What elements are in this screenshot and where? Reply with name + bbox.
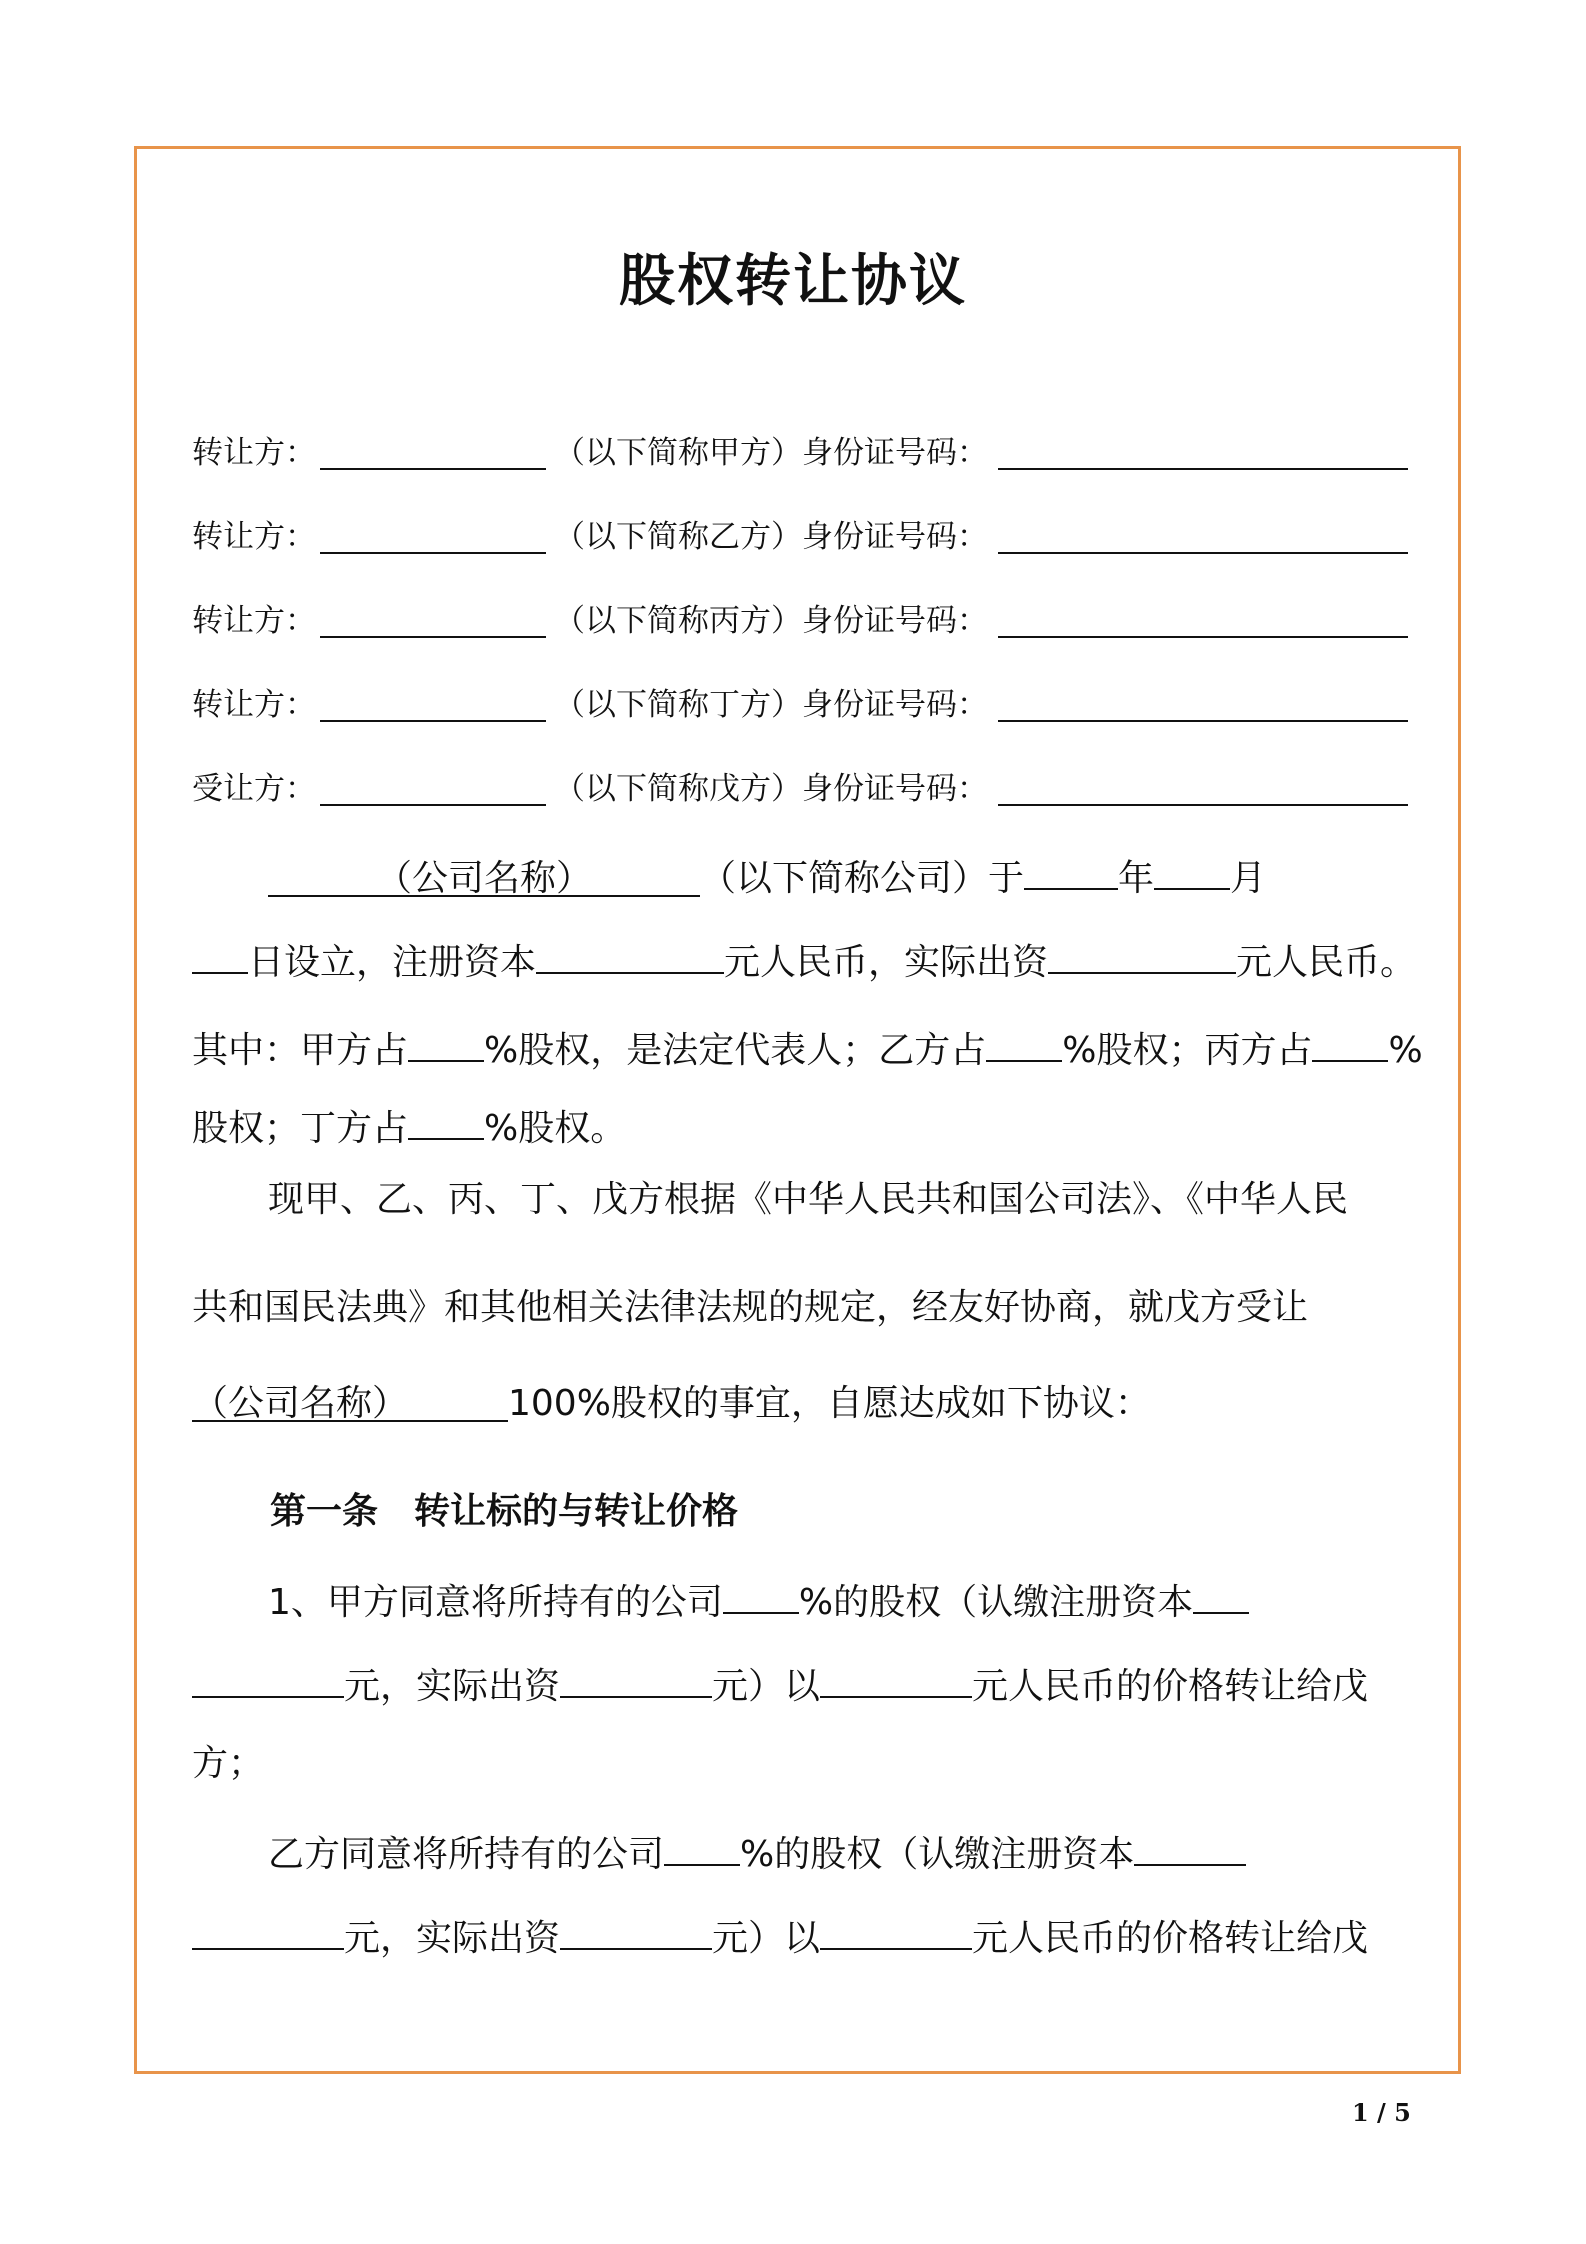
day-blank[interactable] <box>192 928 248 974</box>
party-role: （以下简称乙方） <box>554 519 802 555</box>
subscribed-capital-blank[interactable] <box>192 1652 344 1698</box>
name-blank[interactable] <box>320 552 546 554</box>
intro-line-4 <box>192 1094 626 1157</box>
article-text: 1、甲方同意将所持有的公司 <box>268 1582 723 1623</box>
share-c-blank[interactable] <box>1312 1016 1388 1062</box>
party-role: （以下简称丙方） <box>554 603 802 639</box>
intro-text: （以下简称公司）于 <box>700 858 1025 899</box>
article-text: %的股权（认缴注册资本 <box>798 1582 1194 1623</box>
id-number-label: 身份证号码： <box>802 435 988 471</box>
id-number-label: 身份证号码： <box>802 687 988 723</box>
article1-p1-line-3: 方； <box>192 1743 265 1784</box>
party-role: （以下简称甲方） <box>554 435 802 471</box>
name-blank[interactable] <box>320 804 546 806</box>
intro-line-3 <box>192 1016 1423 1079</box>
party-label: 转让方： <box>192 519 316 555</box>
article-text: %的股权（认缴注册资本 <box>740 1834 1135 1875</box>
paid-capital-blank[interactable] <box>560 1904 712 1950</box>
intro-text: 元人民币。 <box>1236 942 1417 983</box>
basis-line-2: 共和国民法典》和其他相关法律法规的规定，经友好协商，就戊方受让 <box>192 1287 1309 1328</box>
subscribed-capital-blank[interactable] <box>1193 1568 1249 1614</box>
share-percent-blank[interactable] <box>664 1820 740 1866</box>
article-heading: 第一条 转让标的与转让价格 <box>270 1491 739 1532</box>
party-row <box>192 428 1410 478</box>
subscribed-capital-blank[interactable] <box>192 1904 344 1950</box>
article-text: 乙方同意将所持有的公司 <box>268 1834 665 1875</box>
party-role: （以下简称戊方） <box>554 771 802 807</box>
intro-line-2 <box>192 928 1416 991</box>
basis-line-1: 现甲、乙、丙、丁、戊方根据《中华人民共和国公司法》、《中华人民 <box>268 1179 1349 1220</box>
basis-text: 100%股权的事宜，自愿达成如下协议： <box>508 1383 1151 1424</box>
intro-text: % <box>1388 1030 1423 1071</box>
subscribed-capital-blank[interactable] <box>1134 1820 1246 1866</box>
article1-p2-line-1 <box>268 1820 1246 1883</box>
article-text: 元人民币的价格转让给戊 <box>972 1666 1369 1707</box>
id-number-label: 身份证号码： <box>802 519 988 555</box>
party-row <box>192 512 1410 562</box>
id-number-blank[interactable] <box>998 552 1408 554</box>
name-blank[interactable] <box>320 636 546 638</box>
month-blank[interactable] <box>1154 844 1230 890</box>
share-a-blank[interactable] <box>408 1016 484 1062</box>
party-row <box>192 680 1410 730</box>
party-label: 转让方： <box>192 687 316 723</box>
article-text: 元人民币的价格转让给戊 <box>972 1918 1369 1959</box>
price-blank[interactable] <box>820 1652 972 1698</box>
intro-text: 月 <box>1230 858 1267 899</box>
basis-line-3 <box>192 1376 1151 1432</box>
intro-text: 股权；丁方占 <box>192 1108 409 1149</box>
name-blank[interactable] <box>320 720 546 722</box>
year-blank[interactable] <box>1024 844 1118 890</box>
article-text: 元）以 <box>712 1918 821 1959</box>
share-percent-blank[interactable] <box>723 1568 799 1614</box>
share-b-blank[interactable] <box>986 1016 1062 1062</box>
id-number-label: 身份证号码： <box>802 603 988 639</box>
party-label: 转让方： <box>192 435 316 471</box>
article1-p1-line-2 <box>192 1652 1368 1715</box>
article-text: 元）以 <box>712 1666 821 1707</box>
intro-text: %股权，是法定代表人；乙方占 <box>484 1030 987 1071</box>
paid-capital-blank[interactable] <box>560 1652 712 1698</box>
article-text: 元，实际出资 <box>344 1666 561 1707</box>
intro-text: %股权；丙方占 <box>1062 1030 1313 1071</box>
party-row <box>192 596 1410 646</box>
intro-text: %股权。 <box>484 1108 627 1149</box>
party-row <box>192 764 1410 814</box>
party-label: 受让方： <box>192 771 316 807</box>
document-title: 股权转让协议 <box>619 249 967 314</box>
article1-p1-line-1 <box>268 1568 1249 1631</box>
party-label: 转让方： <box>192 603 316 639</box>
registered-capital-blank[interactable] <box>536 928 724 974</box>
intro-text: 年 <box>1118 858 1155 899</box>
id-number-blank[interactable] <box>998 468 1408 470</box>
id-number-blank[interactable] <box>998 720 1408 722</box>
price-blank[interactable] <box>820 1904 972 1950</box>
intro-line-1 <box>268 844 1266 907</box>
company-name-placeholder: （公司名称） <box>192 1383 409 1424</box>
article-text: 元，实际出资 <box>344 1918 561 1959</box>
paid-capital-blank[interactable] <box>1048 928 1236 974</box>
intro-text: 元人民币，实际出资 <box>724 942 1049 983</box>
id-number-blank[interactable] <box>998 804 1408 806</box>
id-number-blank[interactable] <box>998 636 1408 638</box>
intro-text: 日设立，注册资本 <box>248 942 537 983</box>
party-role: （以下简称丁方） <box>554 687 802 723</box>
company-name-blank[interactable] <box>192 1376 508 1422</box>
page-number: 1 / 5 <box>1352 2098 1411 2127</box>
intro-text: 其中：甲方占 <box>192 1030 409 1071</box>
article1-p2-line-2 <box>192 1904 1368 1967</box>
share-d-blank[interactable] <box>408 1094 484 1140</box>
name-blank[interactable] <box>320 468 546 470</box>
company-name-blank[interactable] <box>268 851 700 897</box>
company-name-placeholder: （公司名称） <box>375 858 592 899</box>
id-number-label: 身份证号码： <box>802 771 988 807</box>
